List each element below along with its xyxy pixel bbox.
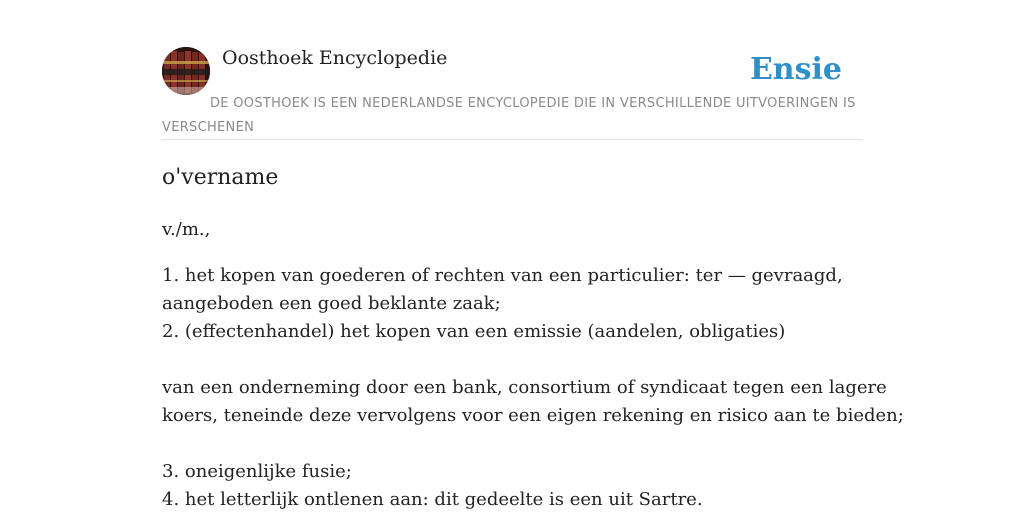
definition-line: van een onderneming door een bank, consortium of syndicaat tegen een lagere [162, 377, 887, 398]
definition-line: koers, teneinde deze vervolgens voor een eigen rekening en risico aan te bieden; [162, 405, 904, 426]
entry-grammar: v./m., [162, 219, 211, 240]
definition-blank-line [162, 346, 867, 374]
source-avatar[interactable] [162, 47, 210, 95]
entry-headword: o'vername [162, 165, 279, 190]
source-header [162, 46, 862, 140]
definition-line: 1. het kopen van goederen of rechten van een particulier: ter — gevraagd, [162, 265, 843, 286]
entry-body [162, 216, 904, 512]
definition-line: 4. het letterlijk ontlenen aan: dit gedeelte is een uit Sartre. [162, 489, 703, 510]
encyclopedia-books-icon [162, 47, 210, 95]
source-name[interactable]: Oosthoek Encyclopedie [222, 47, 448, 69]
definition-blank-line [162, 430, 867, 458]
definition-line: aangeboden een goed beklante zaak; [162, 293, 501, 314]
definition-line: 3. oneigenlijke fusie; [162, 461, 352, 482]
source-description: DE OOSTHOEK IS EEN NEDERLANDSE ENCYCLOPEDIE DIE IN VERSCHILLENDE UITVOERINGEN IS VERSCHENEN [162, 96, 856, 135]
ensie-logo[interactable]: Ensie [749, 52, 842, 87]
definition-line: 2. (effectenhandel) het kopen van een emissie (aandelen, obligaties) [162, 321, 786, 342]
